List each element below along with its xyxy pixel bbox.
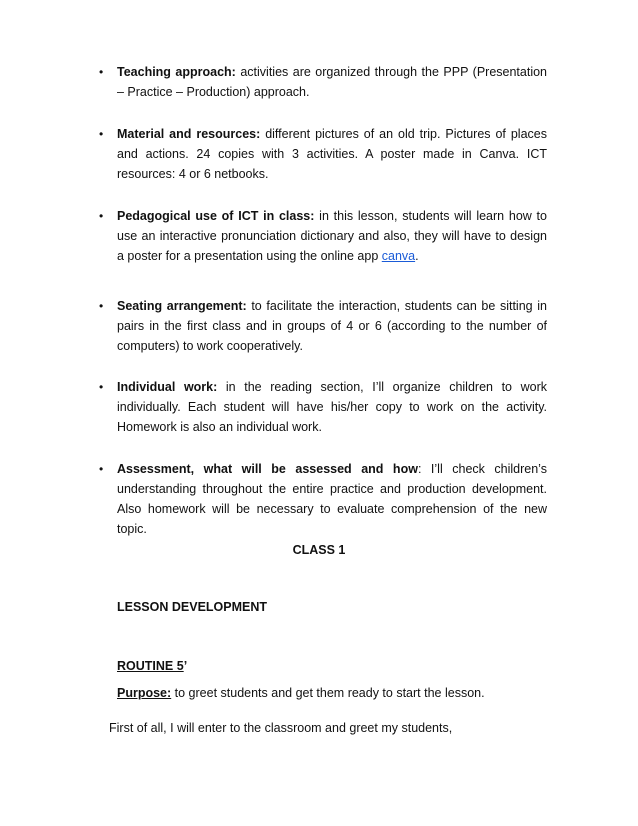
lesson-development-heading: LESSON DEVELOPMENT — [117, 600, 268, 614]
bullet-body: : I’ll check children’s understanding throughout the entire practice and production development. Also homework will be necessary to evaluate comprehension of the new topic. — [117, 462, 547, 536]
purpose-label: Purpose: — [117, 686, 172, 700]
class-title: CLASS 1 — [292, 543, 346, 557]
bullet-text — [117, 377, 547, 437]
bullet-icon: • — [99, 380, 104, 394]
bullet-text — [117, 206, 547, 266]
bullet-material-resources — [99, 124, 547, 184]
bullet-icon: • — [99, 462, 104, 476]
canva-link[interactable]: canva — [381, 249, 416, 263]
bullet-label: Seating arrangement: — [117, 299, 247, 313]
bullet-teaching-approach — [99, 62, 547, 102]
bullet-label: Individual work: — [117, 380, 218, 394]
bullet-label: Pedagogical use of ICT in class: — [117, 209, 315, 223]
bullet-assessment — [99, 459, 547, 539]
bullet-text — [117, 124, 547, 184]
bullet-label: Teaching approach: — [117, 65, 236, 79]
bullet-body: in the reading section, I’ll organize children to work individually. Each student will have his/her copy to work on the activity. Homework is also an individual work. — [117, 380, 548, 434]
bullet-icon: • — [99, 209, 104, 223]
routine-suffix: ’ — [183, 659, 188, 673]
purpose-line — [117, 683, 485, 703]
bullet-label: Material and resources: — [117, 127, 261, 141]
bullet-body: to facilitate the interaction, students can be sitting in pairs in the first class and in groups of 4 or 6 (according to the number of computers) to work cooperatively. — [117, 299, 547, 353]
purpose-text: to greet students and get them ready to start the lesson. — [171, 686, 485, 700]
bullet-icon: • — [99, 299, 104, 313]
bullet-body: different pictures of an old trip. Pictures of places and actions. 24 copies with 3 activities. A poster made in Canva. ICT resources: 4 or 6 netbooks. — [117, 127, 547, 181]
routine-heading — [117, 656, 187, 676]
bullet-text — [117, 459, 547, 539]
bullet-icon: • — [99, 127, 104, 141]
bullet-body: in this lesson, students will learn how to use an interactive pronunciation dictionary and also, they will have to design a poster for a presentation using the online app — [117, 209, 547, 263]
bullet-body: activities are organized through the PPP (Presentation – Practice – Production) approach. — [117, 65, 548, 99]
bullet-text — [117, 296, 547, 356]
bullet-ict-use — [99, 206, 547, 266]
bullet-individual-work — [99, 377, 547, 437]
bullet-text — [117, 62, 547, 102]
bullet-icon: • — [99, 65, 104, 79]
bullet-after: . — [415, 249, 419, 263]
routine-title: ROUTINE 5 — [117, 659, 184, 673]
first-paragraph: First of all, I will enter to the classroom and greet my students, — [109, 721, 453, 735]
bullet-seating-arrangement — [99, 296, 547, 356]
bullet-label: Assessment, what will be assessed and how — [117, 462, 418, 476]
